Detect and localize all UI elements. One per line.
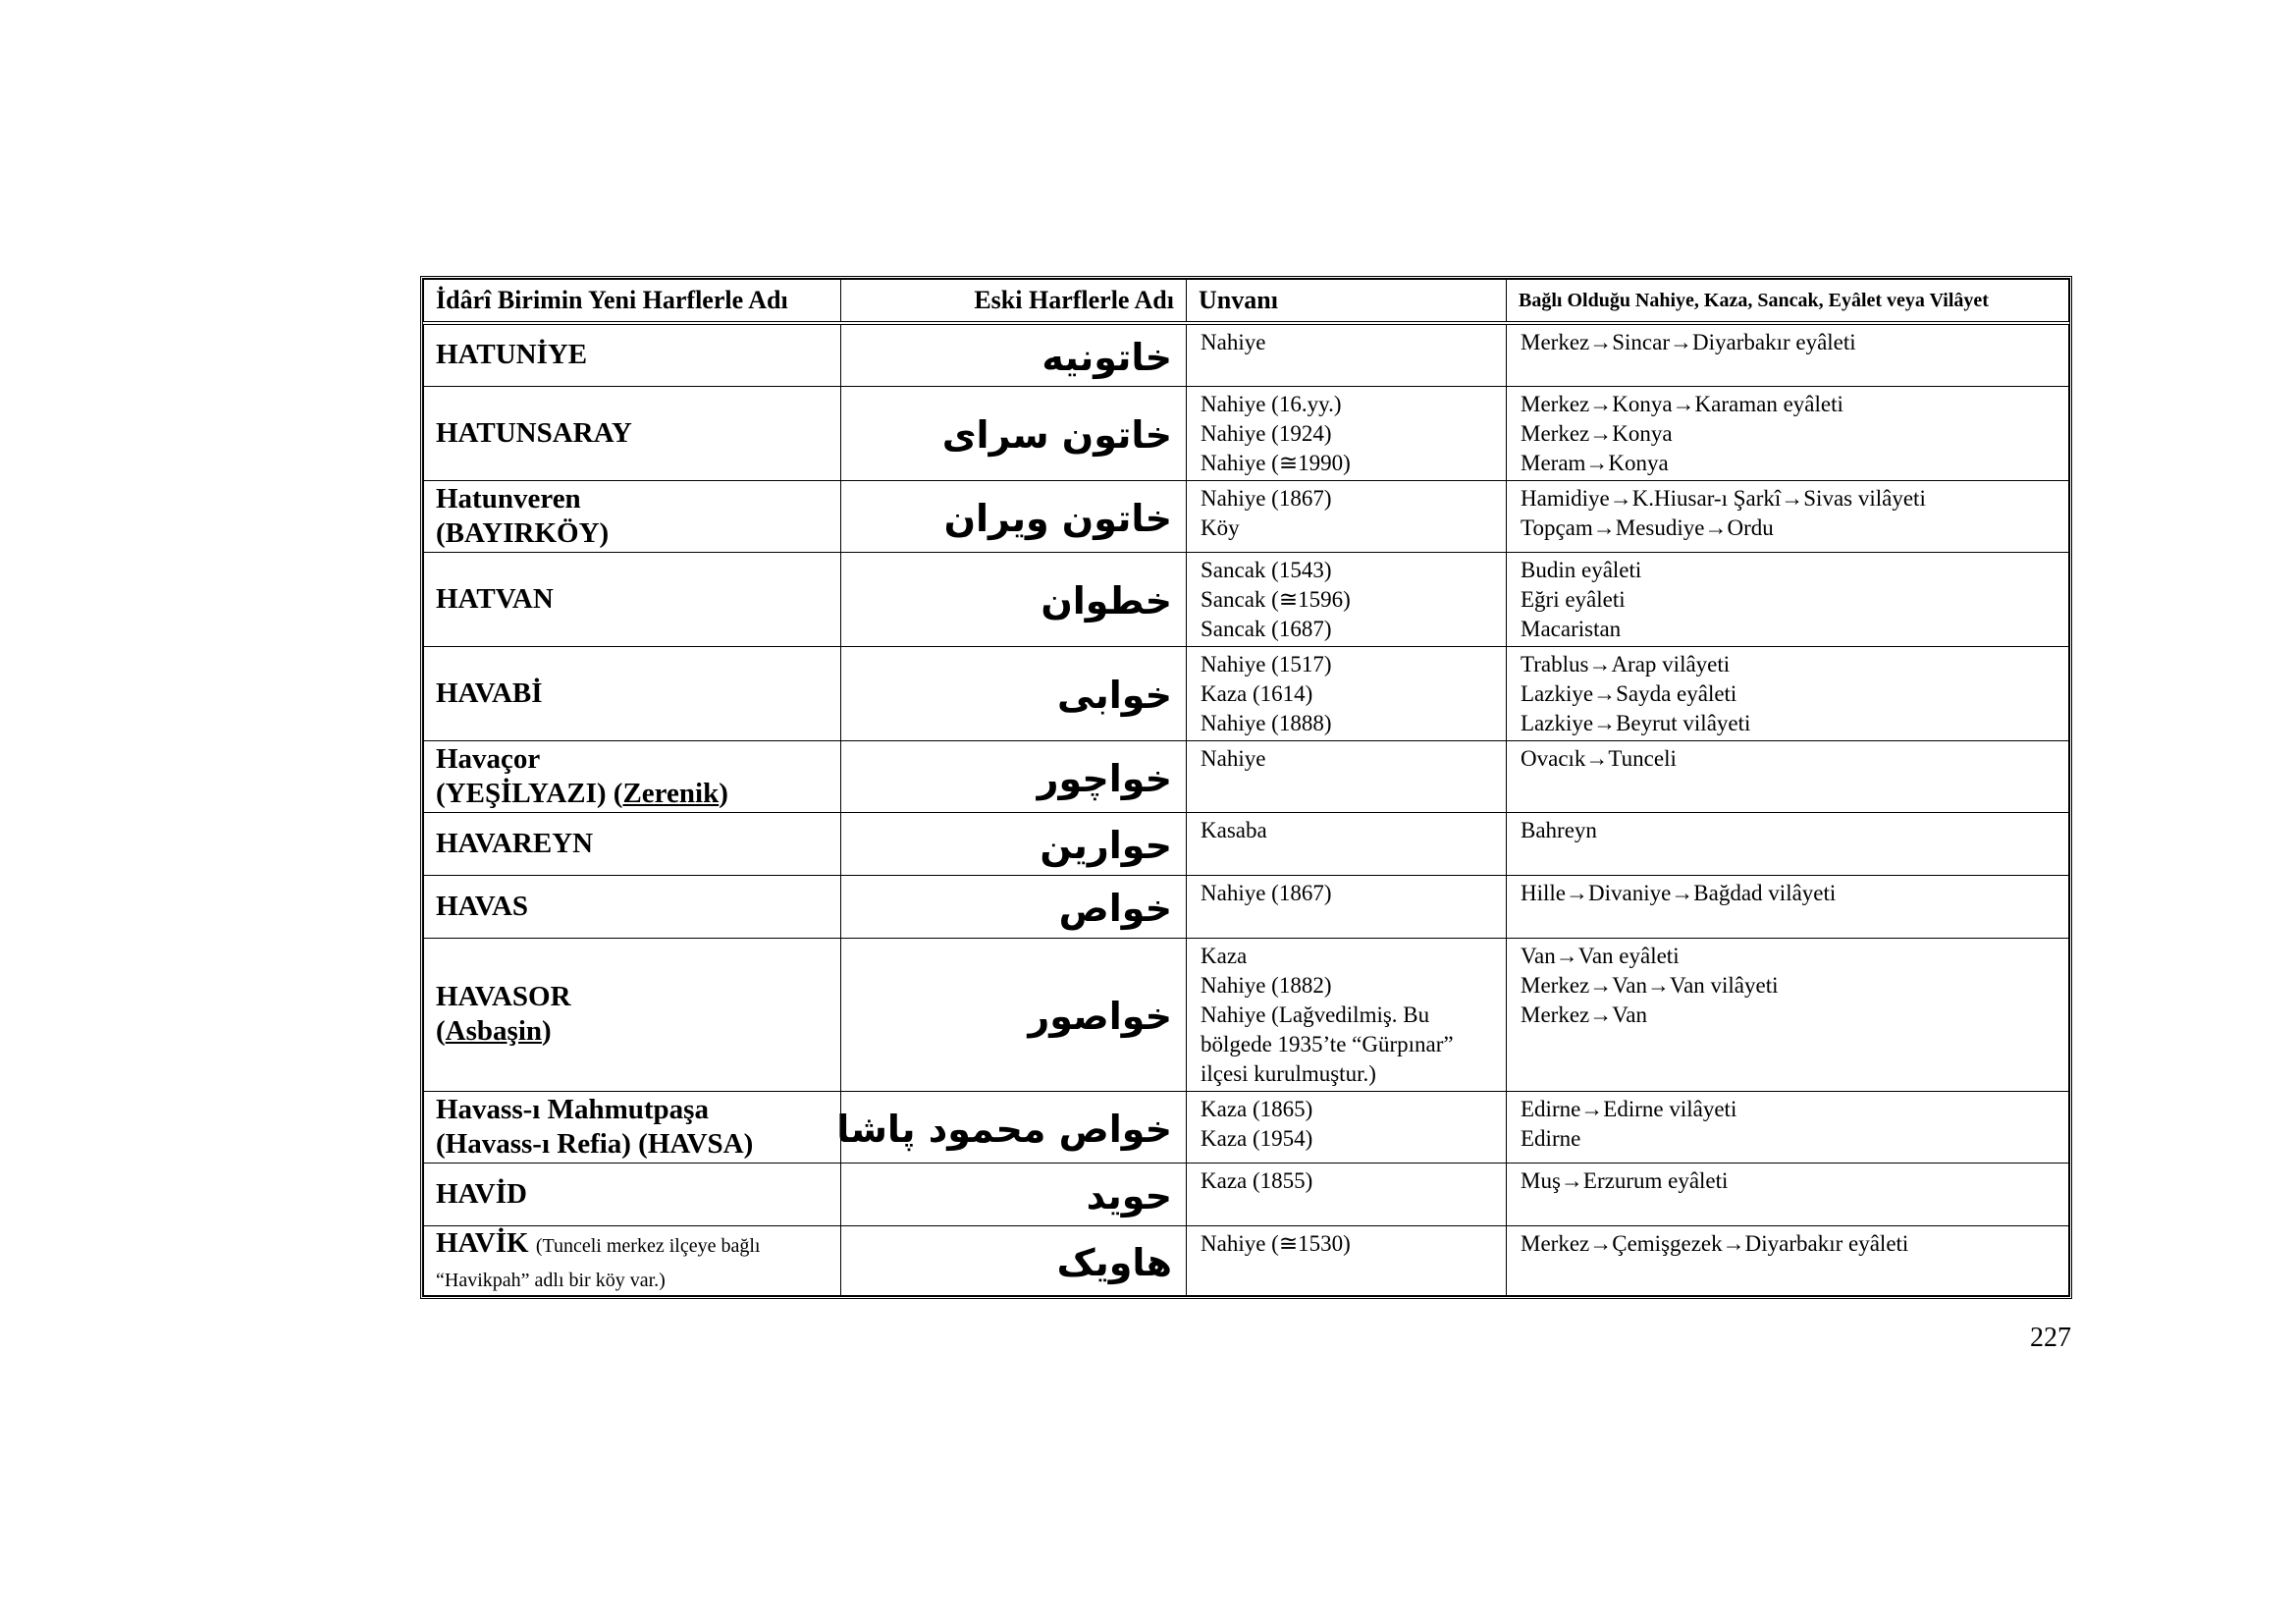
table-row xyxy=(424,646,2069,740)
cell-new-name xyxy=(424,740,841,812)
cell-title xyxy=(1187,1163,1507,1225)
cell-affiliation xyxy=(1507,552,2069,646)
cell-affiliation xyxy=(1507,386,2069,480)
affiliation-line: Edirne xyxy=(1521,1125,1581,1151)
place-name-line: Hatunveren xyxy=(436,482,581,514)
title-line: Sancak (1543) xyxy=(1201,557,1332,582)
title-line: Nahiye xyxy=(1201,330,1266,354)
cell-title xyxy=(1187,1225,1507,1295)
affiliation-line: Macaristan xyxy=(1521,616,1622,641)
cell-affiliation xyxy=(1507,812,2069,875)
place-name-note: (Tunceli merkez ilçeye bağlı “Havikpah” adlı bir köy var.) xyxy=(436,1234,761,1291)
title-line: Nahiye (1888) xyxy=(1201,710,1332,735)
place-name-line: Havass-ı Mahmutpaşa xyxy=(436,1093,709,1125)
cell-affiliation xyxy=(1507,1163,2069,1225)
cell-old-name: خواص محمود پاشا xyxy=(841,1091,1187,1163)
affiliation-line: Edirne→Edirne vilâyeti xyxy=(1521,1096,1737,1121)
affiliation-line: Van→Van eyâleti xyxy=(1521,943,1680,968)
place-name-line: Havaçor xyxy=(436,742,541,775)
place-name-line: HAVAREYN xyxy=(436,827,594,859)
cell-new-name xyxy=(424,1091,841,1163)
table-row xyxy=(424,875,2069,938)
affiliation-line: Ovacık→Tunceli xyxy=(1521,745,1677,771)
affiliation-line: Lazkiye→Sayda eyâleti xyxy=(1521,680,1737,706)
cell-title xyxy=(1187,938,1507,1091)
table-row xyxy=(424,938,2069,1091)
affiliation-line: Trablus→Arap vilâyeti xyxy=(1521,651,1731,677)
affiliation-line: Merkez→Konya→Karaman eyâleti xyxy=(1521,391,1843,416)
cell-old-name: حوارين xyxy=(841,812,1187,875)
cell-new-name xyxy=(424,386,841,480)
place-names-table xyxy=(420,276,2072,1299)
cell-title xyxy=(1187,646,1507,740)
affiliation-line: Merkez→Van xyxy=(1521,1001,1648,1027)
title-line: Nahiye (1882) xyxy=(1201,972,1332,998)
cell-old-name: خواص xyxy=(841,875,1187,938)
header-row xyxy=(424,280,2069,324)
title-line: Sancak (≅1596) xyxy=(1201,586,1351,612)
cell-new-name xyxy=(424,552,841,646)
cell-new-name xyxy=(424,323,841,386)
cell-title xyxy=(1187,812,1507,875)
affiliation-line: Hamidiye→K.Hiusar-ı Şarkî→Sivas vilâyeti xyxy=(1521,485,1926,511)
place-name-line: HAVİD xyxy=(436,1177,527,1210)
cell-new-name xyxy=(424,1163,841,1225)
title-line: Kaza (1954) xyxy=(1201,1125,1313,1151)
place-name-line: (Havass-ı Refia) (HAVSA) xyxy=(436,1127,754,1160)
affiliation-line: Bahreyn xyxy=(1521,817,1597,842)
cell-affiliation xyxy=(1507,938,2069,1091)
title-line: Nahiye (1867) xyxy=(1201,485,1332,511)
place-name-line: HATVAN xyxy=(436,582,554,615)
title-line: Nahiye (16.yy.) xyxy=(1201,391,1342,416)
cell-title xyxy=(1187,323,1507,386)
cell-affiliation xyxy=(1507,875,2069,938)
place-name-line: HAVABİ xyxy=(436,677,543,709)
title-line: Kaza (1855) xyxy=(1201,1167,1313,1193)
cell-affiliation xyxy=(1507,480,2069,552)
cell-old-name: هاويک xyxy=(841,1225,1187,1295)
cell-old-name: خاتون سراى xyxy=(841,386,1187,480)
title-line: Nahiye (1924) xyxy=(1201,420,1332,446)
cell-old-name: خوابى xyxy=(841,646,1187,740)
cell-new-name xyxy=(424,1225,841,1295)
column-header-old-name: Eski Harflerle Adı xyxy=(841,280,1187,324)
table-row xyxy=(424,1163,2069,1225)
cell-old-name: خاتون ويران xyxy=(841,480,1187,552)
cell-title xyxy=(1187,480,1507,552)
place-name-line: (Asbaşin) xyxy=(436,1015,552,1047)
place-name-line: HATUNİYE xyxy=(436,339,588,371)
affiliation-line: Merkez→Van→Van vilâyeti xyxy=(1521,972,1779,998)
place-name-line: HAVAS xyxy=(436,890,529,922)
table-row xyxy=(424,812,2069,875)
cell-old-name: خواچور xyxy=(841,740,1187,812)
cell-affiliation xyxy=(1507,740,2069,812)
table-row xyxy=(424,1091,2069,1163)
cell-title xyxy=(1187,740,1507,812)
cell-old-name: خطوان xyxy=(841,552,1187,646)
cell-title xyxy=(1187,386,1507,480)
title-line: Nahiye (1517) xyxy=(1201,651,1332,677)
title-line: Nahiye (≅1530) xyxy=(1201,1230,1351,1256)
title-line: Nahiye (≅1990) xyxy=(1201,450,1351,475)
table-body xyxy=(424,323,2069,1295)
affiliation-line: Topçam→Mesudiye→Ordu xyxy=(1521,514,1774,540)
column-header-affiliation: Bağlı Olduğu Nahiye, Kaza, Sancak, Eyâlet veya Vilâyet xyxy=(1507,280,2069,324)
title-line: Nahiye (Lağvedilmiş. Bu bölgede 1935’te “Gürpınar” ilçesi kurulmuştur.) xyxy=(1201,1001,1454,1086)
place-name-line: (YEŞİLYAZI) (Zerenik) xyxy=(436,777,728,809)
affiliation-line: Merkez→Konya xyxy=(1521,420,1673,446)
affiliation-line: Merkez→Sincar→Diyarbakır eyâleti xyxy=(1521,330,1856,354)
cell-affiliation xyxy=(1507,1225,2069,1295)
cell-new-name xyxy=(424,875,841,938)
data-table xyxy=(423,279,2069,1296)
affiliation-line: Lazkiye→Beyrut vilâyeti xyxy=(1521,710,1751,735)
cell-title xyxy=(1187,552,1507,646)
affiliation-line: Hille→Divaniye→Bağdad vilâyeti xyxy=(1521,880,1837,905)
affiliation-line: Merkez→Çemişgezek→Diyarbakır eyâleti xyxy=(1521,1230,1909,1256)
table-row xyxy=(424,323,2069,386)
title-line: Kasaba xyxy=(1201,817,1267,842)
table-row xyxy=(424,552,2069,646)
affiliation-line: Meram→Konya xyxy=(1521,450,1669,475)
cell-old-name: خاتونيه xyxy=(841,323,1187,386)
title-line: Nahiye xyxy=(1201,745,1266,771)
table-row xyxy=(424,740,2069,812)
place-name-line: HATUNSARAY xyxy=(436,416,632,449)
cell-new-name xyxy=(424,938,841,1091)
column-header-title: Unvanı xyxy=(1187,280,1507,324)
page-number: 227 xyxy=(2030,1323,2071,1353)
affiliation-line: Eğri eyâleti xyxy=(1521,586,1626,612)
cell-new-name xyxy=(424,812,841,875)
cell-title xyxy=(1187,875,1507,938)
title-line: Kaza xyxy=(1201,943,1248,968)
cell-new-name xyxy=(424,646,841,740)
cell-new-name xyxy=(424,480,841,552)
title-line: Nahiye (1867) xyxy=(1201,880,1332,905)
place-name-line: (BAYIRKÖY) xyxy=(436,516,610,549)
title-line: Sancak (1687) xyxy=(1201,616,1332,641)
table-row xyxy=(424,386,2069,480)
table-row xyxy=(424,480,2069,552)
title-line: Kaza (1865) xyxy=(1201,1096,1313,1121)
cell-affiliation xyxy=(1507,1091,2069,1163)
place-name-line: HAVASOR xyxy=(436,981,571,1012)
affiliation-line: Budin eyâleti xyxy=(1521,557,1642,582)
cell-affiliation xyxy=(1507,646,2069,740)
column-header-new-name: İdârî Birimin Yeni Harflerle Adı xyxy=(424,280,841,324)
title-line: Kaza (1614) xyxy=(1201,680,1313,706)
title-line: Köy xyxy=(1201,514,1240,540)
table-row xyxy=(424,1225,2069,1295)
place-name-line: HAVİK xyxy=(436,1226,529,1259)
cell-old-name: حويد xyxy=(841,1163,1187,1225)
cell-old-name: خواصور xyxy=(841,938,1187,1091)
affiliation-line: Muş→Erzurum eyâleti xyxy=(1521,1167,1729,1193)
cell-affiliation xyxy=(1507,323,2069,386)
cell-title xyxy=(1187,1091,1507,1163)
